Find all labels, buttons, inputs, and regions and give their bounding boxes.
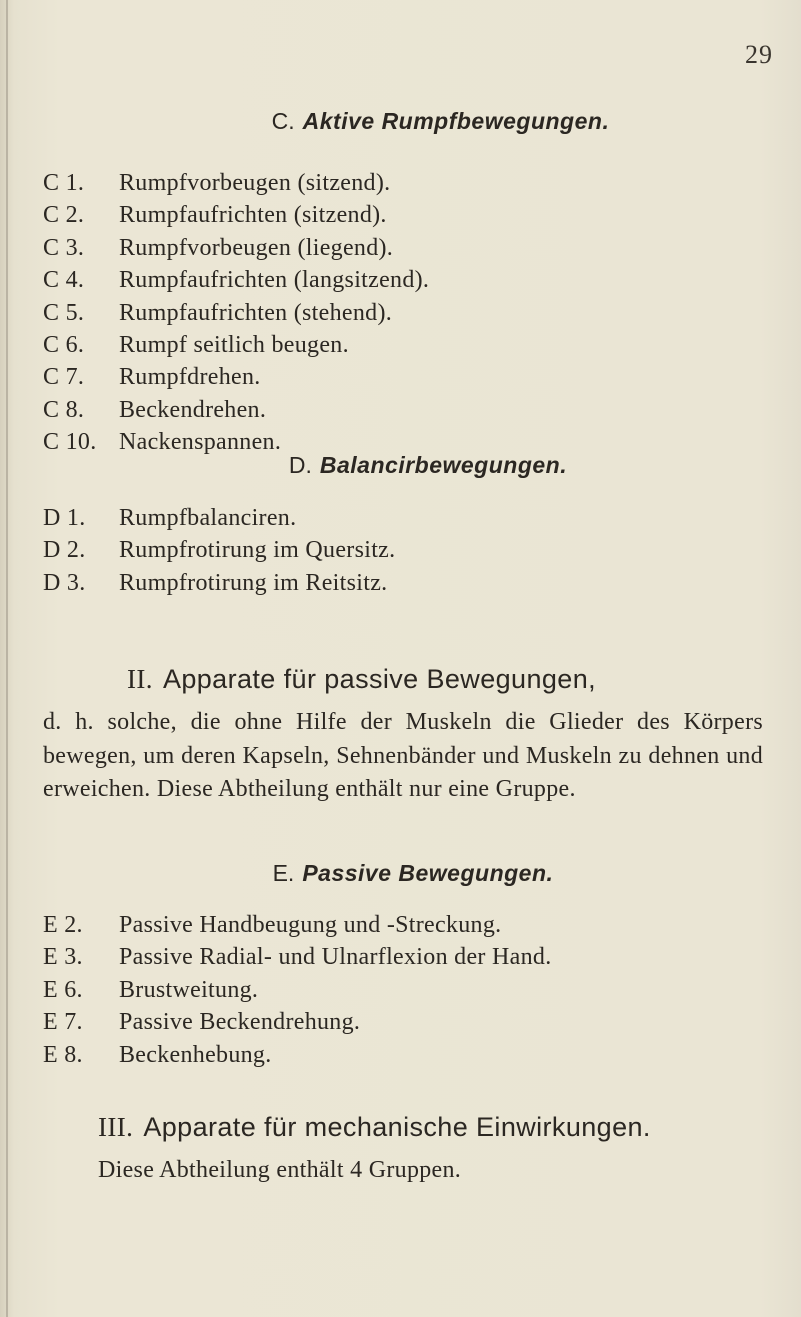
list-item bbox=[43, 394, 429, 426]
list-item bbox=[43, 361, 429, 393]
item-text: Rumpfaufrichten (stehend). bbox=[119, 299, 393, 326]
section-d-list bbox=[43, 502, 395, 599]
list-item bbox=[43, 264, 429, 296]
heading-iii bbox=[98, 1112, 651, 1143]
item-text: Rumpfdrehen. bbox=[119, 364, 261, 391]
list-item bbox=[43, 167, 429, 199]
section-e-letter: E. bbox=[272, 860, 295, 886]
item-code: C 3. bbox=[43, 234, 85, 261]
list-item bbox=[43, 1006, 552, 1038]
item-code: C 8. bbox=[43, 396, 85, 423]
section-d-heading bbox=[0, 452, 801, 479]
section-c-list bbox=[43, 167, 429, 459]
item-text: Passive Handbeugung und -Streckung. bbox=[119, 912, 502, 938]
paragraph-iii: Diese Abtheilung enthält 4 Gruppen. bbox=[98, 1157, 462, 1183]
heading-ii bbox=[127, 664, 596, 695]
item-text: Beckenhebung. bbox=[119, 1041, 272, 1068]
item-code: C 6. bbox=[43, 332, 85, 359]
item-code: E 3. bbox=[43, 944, 83, 971]
section-e-list bbox=[43, 909, 552, 1071]
item-text: Rumpfrotirung im Quersitz. bbox=[119, 537, 396, 564]
item-text: Rumpfvorbeugen (liegend). bbox=[119, 234, 394, 261]
list-item bbox=[43, 502, 395, 534]
list-item bbox=[43, 297, 429, 329]
item-code: D 2. bbox=[43, 537, 86, 564]
item-text: Rumpfbalanciren. bbox=[119, 505, 297, 531]
paragraph-ii: d. h. solche, die ohne Hilfe der Muskeln die Glieder des Körpers bewegen, um deren Kapseln, Sehnenbänder und Muskeln zu dehnen und erweichen. Diese Abtheilung enthält nur eine Gruppe. bbox=[43, 709, 763, 802]
list-item bbox=[43, 329, 429, 361]
item-code: D 3. bbox=[43, 569, 86, 596]
item-text: Nackenspannen. bbox=[119, 429, 282, 456]
section-e-title: Passive Bewegungen. bbox=[302, 860, 554, 886]
item-code: C 7. bbox=[43, 364, 85, 391]
heading-ii-title: Apparate für passive Bewegungen, bbox=[162, 664, 597, 694]
item-code: C 5. bbox=[43, 299, 85, 326]
page-edge-line bbox=[6, 0, 8, 1317]
heading-ii-roman: II. bbox=[127, 664, 153, 694]
heading-iii-roman: III. bbox=[98, 1112, 134, 1142]
item-text: Rumpfvorbeugen (sitzend). bbox=[119, 170, 391, 196]
item-text: Rumpfrotirung im Reitsitz. bbox=[119, 569, 388, 596]
list-item bbox=[43, 941, 552, 973]
item-text: Passive Beckendrehung. bbox=[119, 1009, 361, 1036]
item-text: Beckendrehen. bbox=[119, 396, 267, 423]
item-text: Rumpfaufrichten (sitzend). bbox=[119, 202, 387, 229]
item-code: C 2. bbox=[43, 202, 85, 229]
item-code: E 8. bbox=[43, 1041, 83, 1068]
heading-iii-title: Apparate für mechanische Einwirkungen. bbox=[143, 1112, 651, 1142]
list-item bbox=[43, 232, 429, 264]
section-c-title: Aktive Rumpfbewegungen. bbox=[302, 108, 610, 134]
item-text: Passive Radial- und Ulnarflexion der Hand. bbox=[119, 944, 552, 971]
item-text: Brustweitung. bbox=[119, 976, 259, 1003]
list-item bbox=[43, 1039, 552, 1071]
item-code: D 1. bbox=[43, 505, 86, 531]
item-code: E 2. bbox=[43, 912, 83, 938]
item-text: Rumpf seitlich beugen. bbox=[119, 332, 349, 359]
item-text: Rumpfaufrichten (langsitzend). bbox=[119, 267, 430, 294]
list-item bbox=[43, 534, 395, 566]
item-code: E 6. bbox=[43, 976, 83, 1003]
list-item bbox=[43, 909, 552, 941]
page-number: 29 bbox=[745, 40, 773, 69]
section-c-heading bbox=[0, 108, 801, 135]
list-item bbox=[43, 567, 395, 599]
item-code: C 1. bbox=[43, 170, 85, 196]
section-c-letter: C. bbox=[271, 108, 295, 134]
section-d-title: Balancirbewegungen. bbox=[319, 452, 568, 478]
item-code: E 7. bbox=[43, 1009, 83, 1036]
list-item bbox=[43, 974, 552, 1006]
item-code: C 4. bbox=[43, 267, 85, 294]
section-e-heading bbox=[0, 860, 801, 887]
section-d-letter: D. bbox=[288, 452, 312, 478]
list-item bbox=[43, 199, 429, 231]
item-code: C 10. bbox=[43, 429, 97, 456]
